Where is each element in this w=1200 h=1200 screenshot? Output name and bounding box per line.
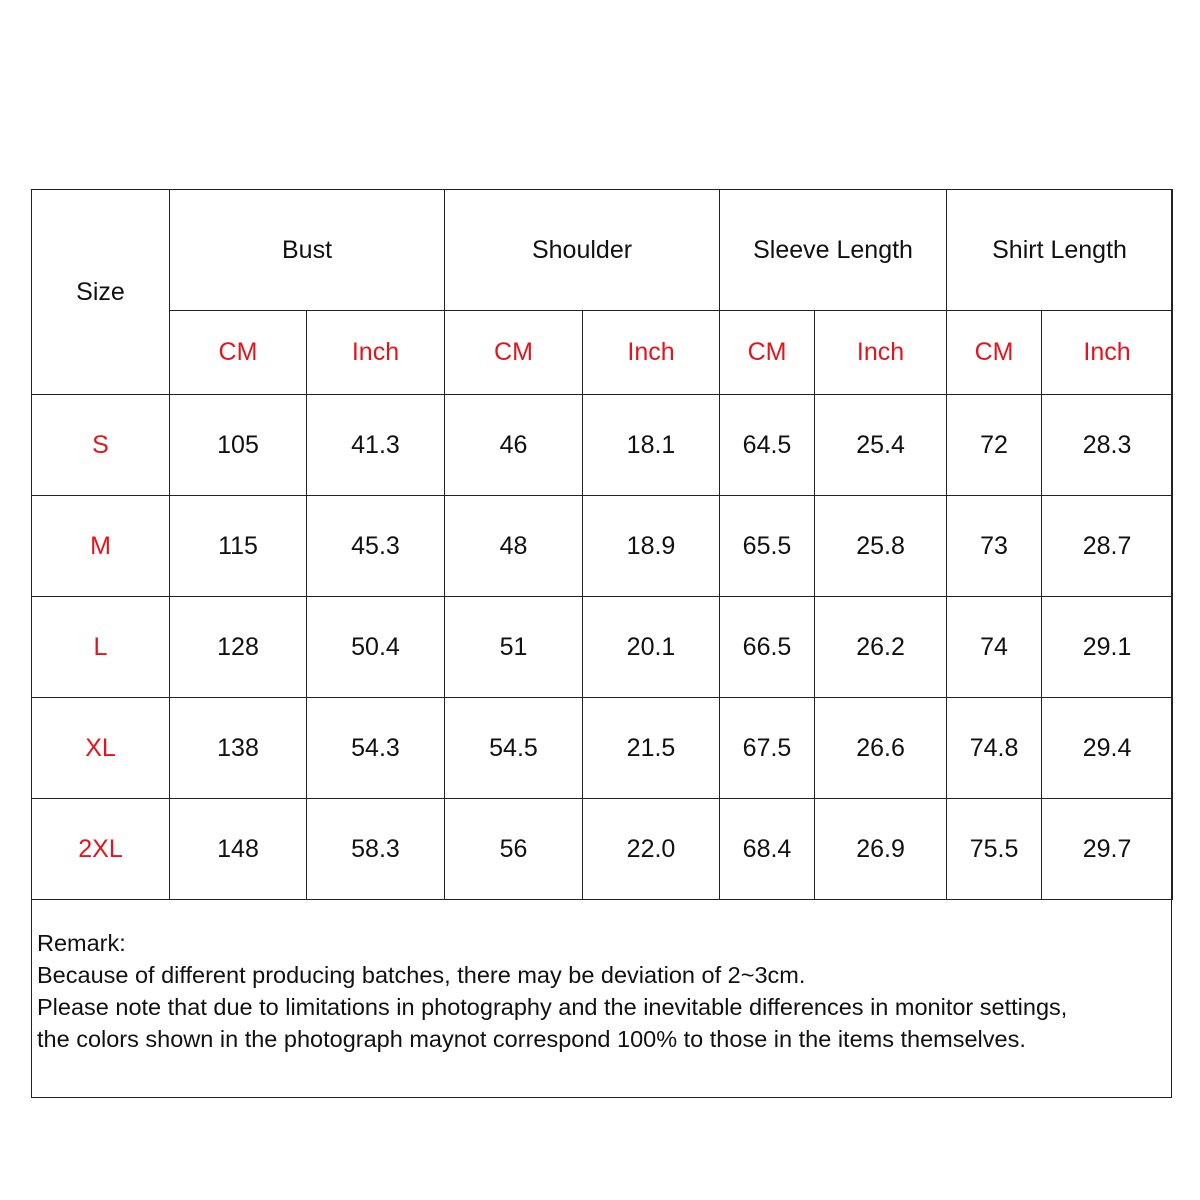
group-header-bust: Bust (170, 190, 445, 311)
value-cell: 51 (445, 597, 583, 698)
size-cell: L (32, 597, 170, 698)
value-cell: 26.6 (815, 698, 947, 799)
unit-row (32, 311, 1173, 395)
value-cell: 29.4 (1042, 698, 1173, 799)
value-cell: 46 (445, 395, 583, 496)
table-row (32, 698, 1173, 799)
value-cell: 50.4 (307, 597, 445, 698)
value-cell: 45.3 (307, 496, 445, 597)
value-cell: 74 (947, 597, 1042, 698)
value-cell: 148 (170, 799, 307, 900)
unit-header: CM (445, 311, 583, 395)
value-cell: 48 (445, 496, 583, 597)
unit-header: Inch (1042, 311, 1173, 395)
value-cell: 29.7 (1042, 799, 1173, 900)
remark-line: Because of different producing batches, there may be deviation of 2~3cm. (37, 962, 806, 988)
table-row (32, 597, 1173, 698)
group-header-sleeve-length: Sleeve Length (720, 190, 947, 311)
value-cell: 28.7 (1042, 496, 1173, 597)
value-cell: 72 (947, 395, 1042, 496)
value-cell: 18.9 (583, 496, 720, 597)
unit-header: Inch (815, 311, 947, 395)
size-cell: XL (32, 698, 170, 799)
remark-section (32, 899, 1171, 1097)
value-cell: 26.2 (815, 597, 947, 698)
value-cell: 29.1 (1042, 597, 1173, 698)
table-row (32, 799, 1173, 900)
value-cell: 54.5 (445, 698, 583, 799)
header-row (32, 190, 1173, 311)
value-cell: 75.5 (947, 799, 1042, 900)
size-cell: 2XL (32, 799, 170, 900)
value-cell: 105 (170, 395, 307, 496)
unit-header: Inch (307, 311, 445, 395)
value-cell: 26.9 (815, 799, 947, 900)
value-cell: 56 (445, 799, 583, 900)
value-cell: 67.5 (720, 698, 815, 799)
value-cell: 68.4 (720, 799, 815, 900)
value-cell: 54.3 (307, 698, 445, 799)
group-header-shoulder: Shoulder (445, 190, 720, 311)
group-header-shirt-length: Shirt Length (947, 190, 1173, 311)
value-cell: 22.0 (583, 799, 720, 900)
value-cell: 28.3 (1042, 395, 1173, 496)
unit-header: CM (170, 311, 307, 395)
size-table (31, 189, 1173, 900)
value-cell: 64.5 (720, 395, 815, 496)
size-chart (31, 189, 1172, 1098)
value-cell: 128 (170, 597, 307, 698)
value-cell: 74.8 (947, 698, 1042, 799)
remark-line: Please note that due to limitations in photography and the inevitable differences in monitor settings, (37, 994, 1068, 1020)
remark-line: the colors shown in the photograph maynot correspond 100% to those in the items themselves. (37, 1026, 1026, 1052)
value-cell: 25.8 (815, 496, 947, 597)
unit-header: CM (947, 311, 1042, 395)
size-header: Size (32, 190, 170, 395)
unit-header: Inch (583, 311, 720, 395)
table-row (32, 395, 1173, 496)
table-row (32, 496, 1173, 597)
value-cell: 66.5 (720, 597, 815, 698)
value-cell: 20.1 (583, 597, 720, 698)
value-cell: 73 (947, 496, 1042, 597)
value-cell: 138 (170, 698, 307, 799)
value-cell: 41.3 (307, 395, 445, 496)
value-cell: 21.5 (583, 698, 720, 799)
remark-title: Remark: (37, 930, 126, 956)
size-cell: M (32, 496, 170, 597)
value-cell: 65.5 (720, 496, 815, 597)
value-cell: 58.3 (307, 799, 445, 900)
value-cell: 18.1 (583, 395, 720, 496)
size-cell: S (32, 395, 170, 496)
unit-header: CM (720, 311, 815, 395)
value-cell: 25.4 (815, 395, 947, 496)
value-cell: 115 (170, 496, 307, 597)
